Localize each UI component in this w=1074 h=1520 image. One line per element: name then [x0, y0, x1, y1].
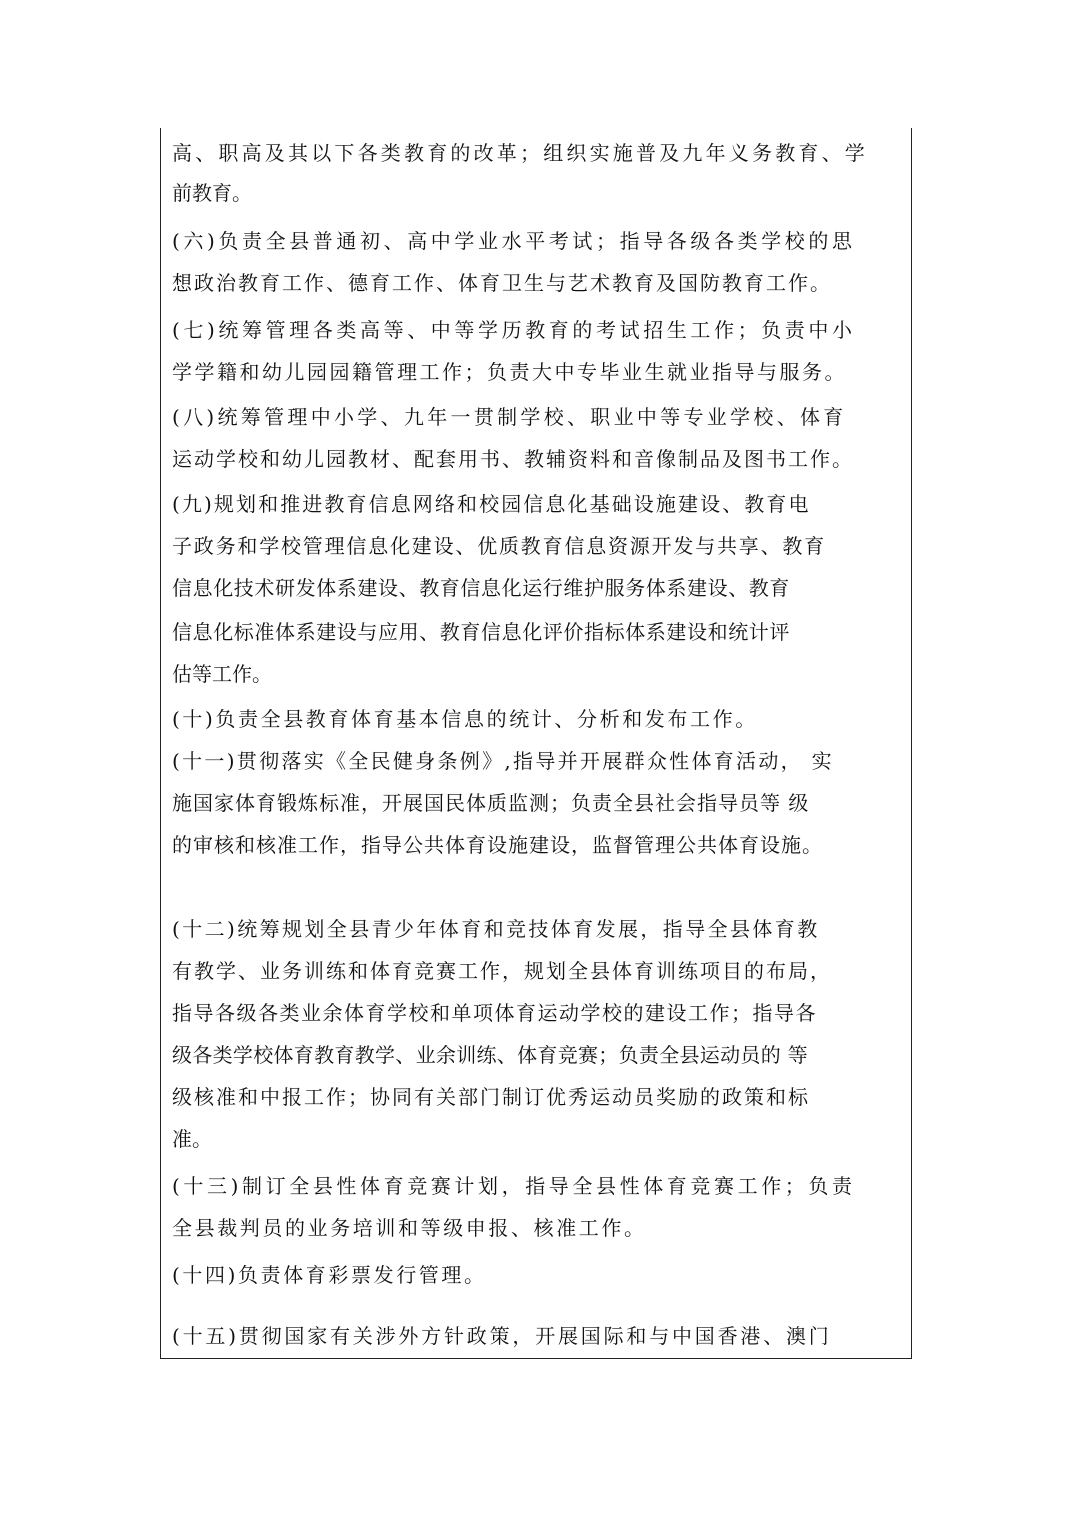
- text-line: (十四)负责体育彩票发行管理。: [172, 1263, 487, 1287]
- text-line: 的审核和核准工作，指导公共体育设施建设，监督管理公共体育设施。: [172, 833, 823, 857]
- text-line: 信息化标准体系建设与应用、教育信息化评价指标体系建设和统计评: [172, 620, 790, 644]
- text-line: (七)统筹管理各类高等、中等学历教育的考试招生工作；负责中小: [172, 318, 856, 342]
- text-line: (十一)贯彻落实《全民健身条例》,指导并开展群众性体育活动， 实: [172, 749, 834, 773]
- text-line: 有教学、业务训练和体育竞赛工作，规划全县体育训练项目的布局，: [172, 959, 832, 983]
- text-line: 学学籍和幼儿园园籍管理工作；负责大中专毕业生就业指导与服务。: [172, 360, 847, 384]
- text-line: 级各类学校体育教育教学、业余训练、体育竞赛；负责全县运动员的 等: [172, 1043, 808, 1067]
- text-line: (六)负责全县普通初、高中学业水平考试；指导各级各类学校的思: [172, 229, 856, 253]
- text-line: 高、职高及其以下各类教育的改革；组织实施普及九年义务教育、学: [172, 141, 868, 165]
- text-line: (九)规划和推进教育信息网络和校园信息化基础设施建设、教育电: [172, 492, 811, 516]
- text-line: (十二)统筹规划全县青少年体育和竞技体育发展，指导全县体育教: [172, 917, 820, 941]
- text-line: (十三)制订全县性体育竞赛计划，指导全县性体育竞赛工作；负责: [172, 1174, 856, 1198]
- text-line: 子政务和学校管理信息化建设、优质教育信息资源开发与共享、教育: [172, 534, 826, 558]
- text-line: 信息化技术研发体系建设、教育信息化运行维护服务体系建设、教育: [172, 576, 790, 600]
- text-line: (十五)贯彻国家有关涉外方针政策，开展国际和与中国香港、澳门: [172, 1324, 832, 1348]
- text-line: 想政治教育工作、德育工作、体育卫生与艺术教育及国防教育工作。: [172, 271, 832, 295]
- text-line: 级核准和中报工作；协同有关部门制订优秀运动员奖励的政策和标: [172, 1085, 810, 1109]
- text-line: 准。: [172, 1127, 212, 1151]
- text-line: 前教育。: [172, 181, 252, 205]
- text-line: (十)负责全县教育体育基本信息的统计、分析和发布工作。: [172, 707, 758, 731]
- text-line: 全县裁判员的业务培训和等级申报、核准工作。: [172, 1216, 647, 1240]
- text-line: 估等工作。: [172, 662, 272, 686]
- text-line: 指导各级各类业余体育学校和单项体育运动学校的建设工作；指导各: [172, 1001, 817, 1025]
- text-line: (八)统筹管理中小学、九年一贯制学校、职业中等专业学校、体育: [172, 405, 847, 429]
- text-line: 运动学校和幼儿园教材、配套用书、教辅资料和音像制品及图书工作。: [172, 447, 854, 471]
- text-line: 施国家体育锻炼标准，开展国民体质监测；负责全县社会指导员等 级: [172, 791, 810, 815]
